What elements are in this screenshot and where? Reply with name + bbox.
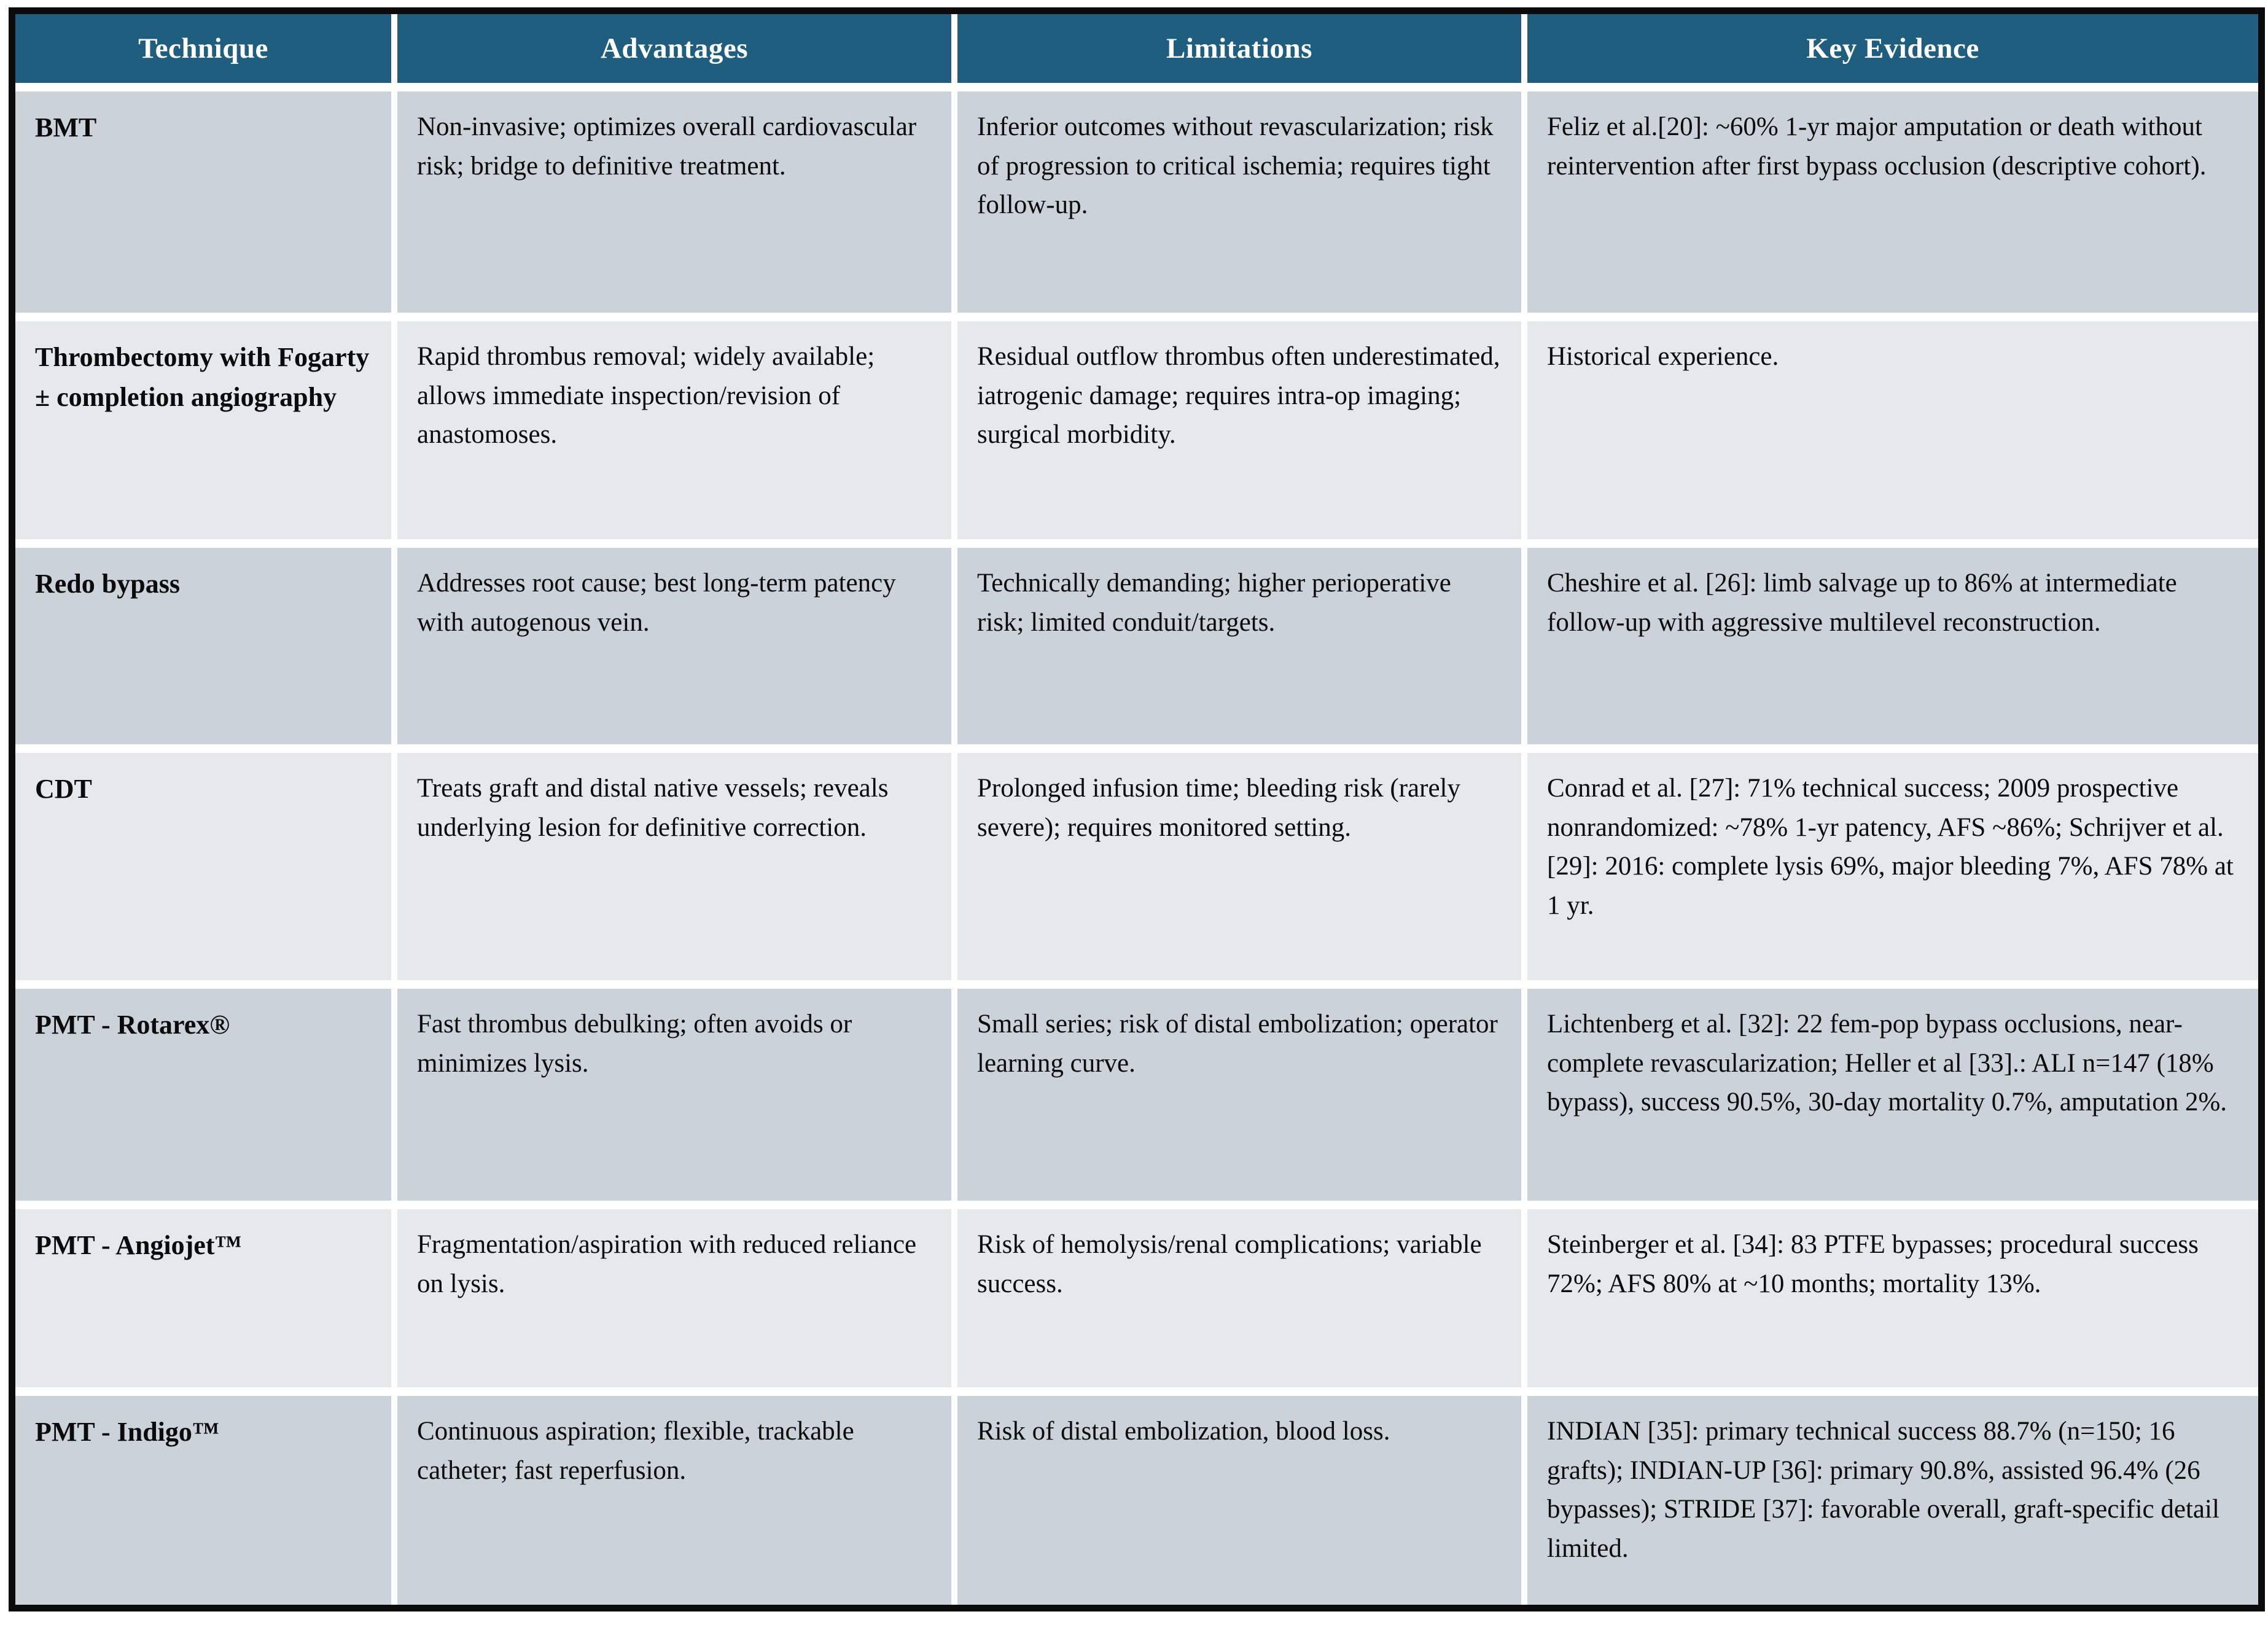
advantages-cell: Continuous aspiration; flexible, trackable catheter; fast reperfusion. [397, 1396, 951, 1605]
column-header-technique: Technique [15, 14, 391, 83]
limitations-cell: Risk of distal embolization, blood loss. [957, 1396, 1521, 1605]
limitations-cell: Prolonged infusion time; bleeding risk (rarely severe); requires monitored setting. [957, 753, 1521, 980]
advantages-cell: Fast thrombus debulking; often avoids or minimizes lysis. [397, 989, 951, 1201]
limitations-cell: Inferior outcomes without revascularization; risk of progression to critical ischemia; requires tight follow-up. [957, 92, 1521, 313]
technique-cell: PMT - Angiojet™ [15, 1209, 391, 1387]
column-header-advantages: Advantages [397, 14, 951, 83]
advantages-cell: Non-invasive; optimizes overall cardiovascular risk; bridge to definitive treatment. [397, 92, 951, 313]
advantages-cell: Addresses root cause; best long-term patency with autogenous vein. [397, 548, 951, 744]
key-evidence-cell: Lichtenberg et al. [32]: 22 fem-pop bypass occlusions, near-complete revascularization; Heller et al [33].: ALI n=147 (18% bypass), success 90.5%, 30-day mortality 0.7%, amputation 2%. [1527, 989, 2258, 1201]
technique-cell: PMT - Rotarex® [15, 989, 391, 1201]
column-header-limitations: Limitations [957, 14, 1521, 83]
key-evidence-cell: Steinberger et al. [34]: 83 PTFE bypasses; procedural success 72%; AFS 80% at ~10 months; mortality 13%. [1527, 1209, 2258, 1387]
technique-cell: PMT - Indigo™ [15, 1396, 391, 1605]
key-evidence-cell: Cheshire et al. [26]: limb salvage up to 86% at intermediate follow-up with aggressive multilevel reconstruction. [1527, 548, 2258, 744]
limitations-cell: Small series; risk of distal embolization; operator learning curve. [957, 989, 1521, 1201]
technique-cell: Redo bypass [15, 548, 391, 744]
column-header-key-evidence: Key Evidence [1527, 14, 2258, 83]
limitations-cell: Residual outflow thrombus often underestimated, iatrogenic damage; requires intra-op imaging; surgical morbidity. [957, 321, 1521, 539]
technique-cell: BMT [15, 92, 391, 313]
key-evidence-cell: Conrad et al. [27]: 71% technical success; 2009 prospective nonrandomized: ~78% 1-yr patency, AFS ~86%; Schrijver et al. [29]: 2016: complete lysis 69%, major bleeding 7%, AFS 78% at 1 yr. [1527, 753, 2258, 980]
limitations-cell: Risk of hemolysis/renal complications; variable success. [957, 1209, 1521, 1387]
technique-cell: Thrombectomy with Fogarty ± completion angiography [15, 321, 391, 539]
technique-cell: CDT [15, 753, 391, 980]
key-evidence-cell: Historical experience. [1527, 321, 2258, 539]
key-evidence-cell: Feliz et al.[20]: ~60% 1-yr major amputation or death without reintervention after first bypass occlusion (descriptive cohort). [1527, 92, 2258, 313]
advantages-cell: Fragmentation/aspiration with reduced reliance on lysis. [397, 1209, 951, 1387]
advantages-cell: Rapid thrombus removal; widely available; allows immediate inspection/revision of anastomoses. [397, 321, 951, 539]
advantages-cell: Treats graft and distal native vessels; reveals underlying lesion for definitive correction. [397, 753, 951, 980]
limitations-cell: Technically demanding; higher perioperative risk; limited conduit/targets. [957, 548, 1521, 744]
table-grid [15, 14, 2258, 1605]
key-evidence-cell: INDIAN [35]: primary technical success 88.7% (n=150; 16 grafts); INDIAN-UP [36]: primary 90.8%, assisted 96.4% (26 bypasses); STRIDE [37]: favorable overall, graft-specific detail limited. [1527, 1396, 2258, 1605]
comparison-table [9, 7, 2265, 1611]
